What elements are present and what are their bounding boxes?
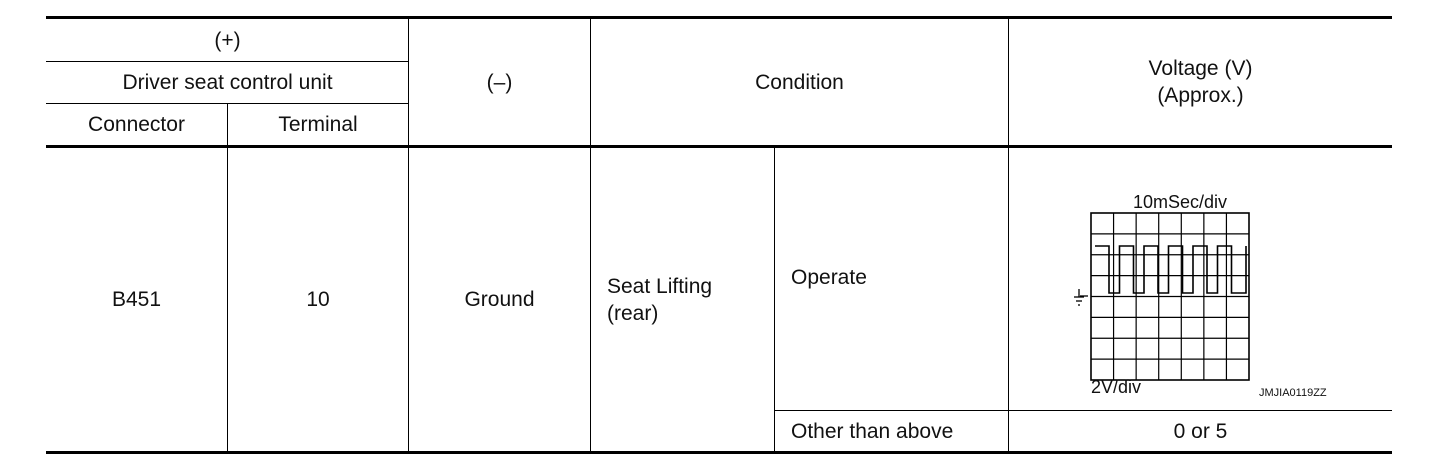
cell-terminal: 10 xyxy=(306,288,330,311)
header-plus: (+) xyxy=(214,28,241,52)
header-condition: Condition xyxy=(755,70,844,94)
header-minus: (–) xyxy=(486,70,513,94)
cell-condition: Seat Lifting (rear) xyxy=(607,274,713,325)
table-bottom-rule xyxy=(46,451,1392,454)
ground-symbol-icon xyxy=(1074,289,1088,305)
header-terminal: Terminal xyxy=(278,113,358,136)
cell-other-value: 0 or 5 xyxy=(1173,419,1228,443)
cell-other-than-above: Other than above xyxy=(791,419,954,443)
cell-operate: Operate xyxy=(791,265,867,289)
scope-grid xyxy=(1091,213,1249,380)
header-unit: Driver seat control unit xyxy=(122,71,333,94)
col-divider-subcondition xyxy=(774,147,775,453)
header-connector: Connector xyxy=(88,113,185,136)
cell-minus: Ground xyxy=(464,288,535,311)
volt-div-label: 2V/div xyxy=(1091,377,1142,397)
header-voltage: Voltage (V) (Approx.) xyxy=(1148,57,1253,107)
oscilloscope-waveform-figure xyxy=(1068,186,1358,406)
cell-connector: B451 xyxy=(111,288,162,311)
image-code-label: JMJIA0119ZZ xyxy=(1259,387,1327,399)
time-div-label: 10mSec/div xyxy=(1133,192,1228,212)
scope-waveform xyxy=(1095,246,1246,293)
